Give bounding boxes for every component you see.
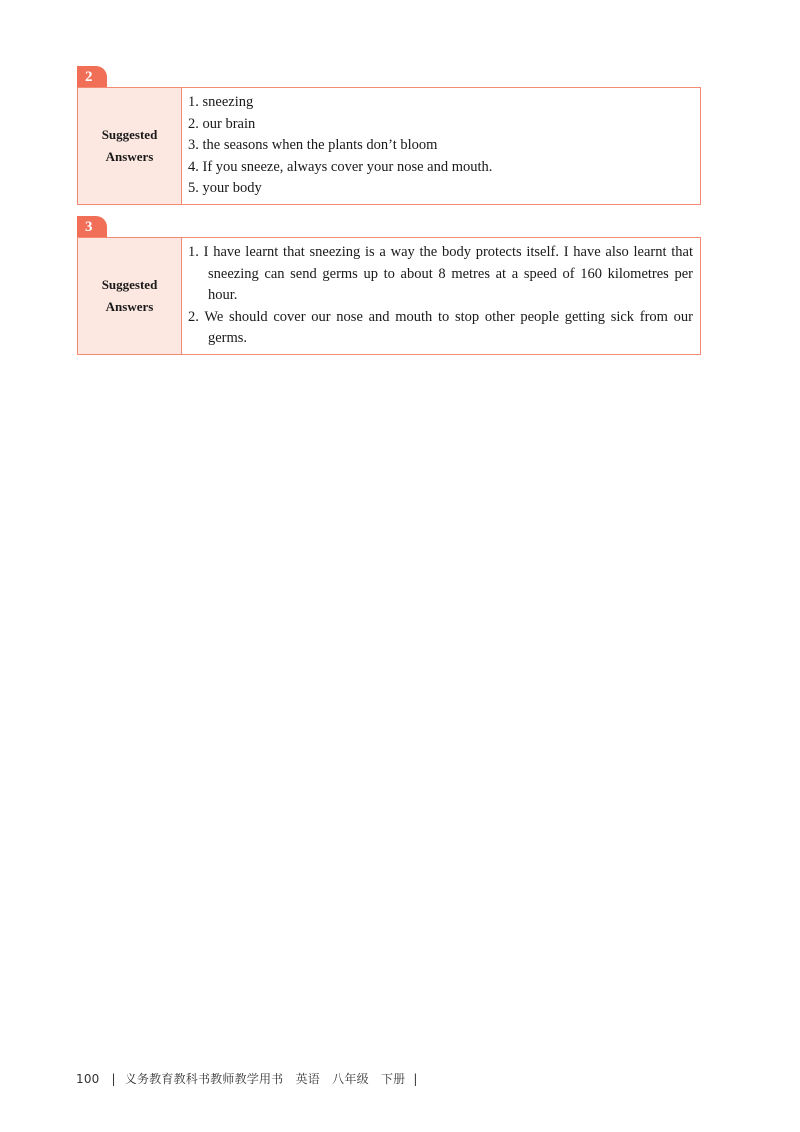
answer-item: 3. the seasons when the plants don’t bloom [188, 137, 438, 154]
answer-item: 4. If you sneeze, always cover your nose and mouth. [188, 158, 493, 175]
exercise-number-badge: 2 [77, 66, 107, 88]
suggested-answers-box [77, 87, 701, 205]
suggested-answers-label [78, 238, 182, 354]
footer-separator: | [111, 1072, 116, 1086]
answer-item: 5. your body [188, 180, 262, 197]
footer-separator: | [413, 1072, 418, 1086]
answer-item: 1. I have learnt that sneezing is a way the body protects itself. I have also learnt that sneezing can send germs up to about 8 metres at a speed of 160 kilometres per hour. [188, 244, 693, 304]
page-footer [76, 1070, 418, 1087]
book-title: 义务教育教科书教师教学用书 英语 八年级 下册 [124, 1072, 406, 1086]
label-line-1: Suggested [101, 276, 158, 292]
exercise-number-badge: 3 [77, 216, 107, 238]
label-line-2: Answers [105, 148, 154, 164]
suggested-answers-label [78, 88, 182, 204]
label-line-1: Suggested [101, 126, 158, 142]
answer-list [182, 88, 700, 204]
suggested-answers-box [77, 237, 701, 355]
answer-list [182, 238, 700, 354]
answer-item: 2. We should cover our nose and mouth to stop other people getting sick from our germs. [188, 308, 693, 347]
answer-item: 1. sneezing [188, 94, 254, 110]
answer-item: 2. our brain [188, 115, 256, 132]
label-line-2: Answers [105, 298, 154, 314]
page-number: 100 [76, 1072, 100, 1086]
